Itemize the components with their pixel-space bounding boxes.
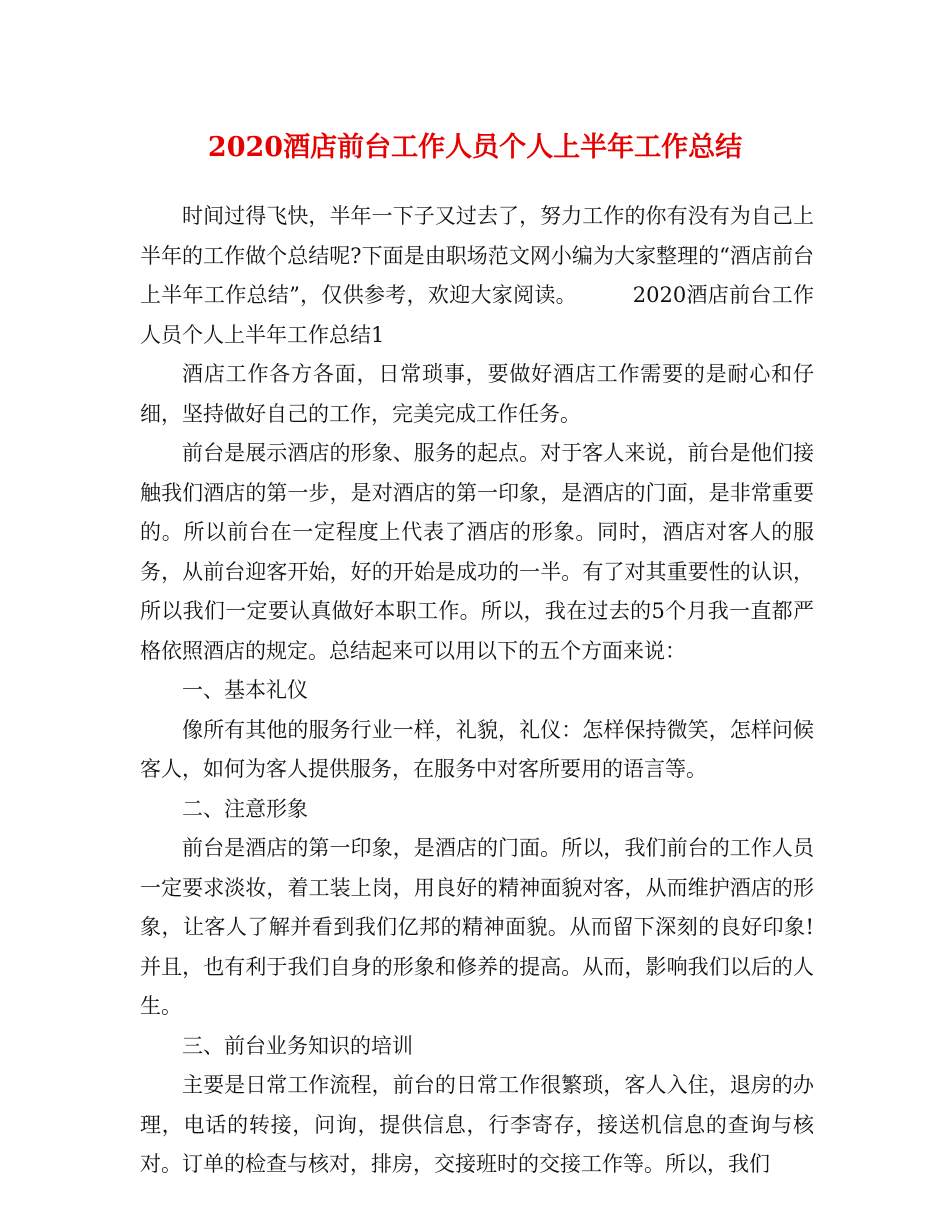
section-heading: 二、注意形象 <box>182 796 308 821</box>
paragraph: 酒店工作各方各面，日常琐事，要做好酒店工作需要的是耐心和仔细，坚持做好自己的工作，完美完成工作任务。 <box>140 362 814 426</box>
intro-text: 时间过得飞快，半年一下子又过去了，努力工作的你有没有为自己上半年的工作做个总结呢?下面是由职场范文网小编为大家整理的“酒店前台上半年工作总结”，仅供参考，欢迎大家阅读。 <box>140 204 814 307</box>
summary-subtitle: 2020酒店前台工作人员个人上半年工作总结1 <box>140 283 814 347</box>
document-title: 2020酒店前台工作人员个人上半年工作总结 <box>207 132 743 163</box>
section-paragraph: 主要是日常工作流程，前台的日常工作很繁琐，客人入住，退房的办理，电话的转接，问询，提供信息，行李寄存，接送机信息的查询与核对。订单的检查与核对，排房，交接班时的交接工作等。所以，我们 <box>140 1073 814 1176</box>
section-heading: 三、前台业务知识的培训 <box>182 1033 413 1058</box>
document-body <box>140 197 814 1185</box>
paragraph: 前台是展示酒店的形象、服务的起点。对于客人来说，前台是他们接触我们酒店的第一步，是对酒店的第一印象，是酒店的门面，是非常重要的。所以前台在一定程度上代表了酒店的形象。同时，酒店对客人的服务，从前台迎客开始，好的开始是成功的一半。有了对其重要性的认识，所以我们一定要认真做好本职工作。所以，我在过去的5个月我一直都严格依照酒店的规定。总结起来可以用以下的五个方面来说： <box>140 441 814 663</box>
intro-paragraph <box>140 197 814 355</box>
section-paragraph: 像所有其他的服务行业一样，礼貌，礼仪：怎样保持微笑，怎样问候客人，如何为客人提供服务，在服务中对客所要用的语言等。 <box>140 717 814 781</box>
section-heading: 一、基本礼仪 <box>182 678 308 702</box>
section-paragraph: 前台是酒店的第一印象，是酒店的门面。所以，我们前台的工作人员一定要求淡妆，着工装上岗，用良好的精神面貌对客，从而维护酒店的形象，让客人了解并看到我们亿邦的精神面貌。从而留下深刻的良好印象!并且，也有利于我们自身的形象和修养的提高。从而，影响我们以后的人生。 <box>140 836 814 1018</box>
